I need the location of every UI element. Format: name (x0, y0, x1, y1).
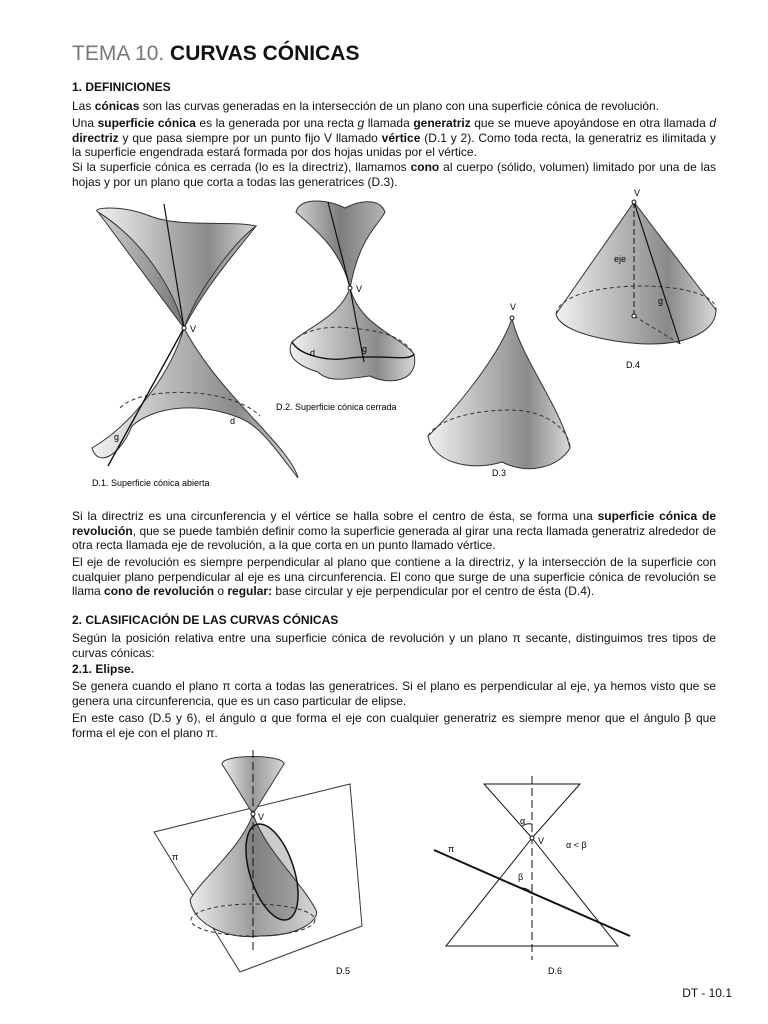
text-run: base circular y eje perpendicular por el centro de ésta (D.4). (272, 584, 595, 599)
page-number: DT - 10.1 (682, 986, 732, 1000)
d6-relation-label: α < β (566, 840, 587, 850)
text-run: directriz (72, 130, 119, 145)
text-run: son las curvas generadas en la intersección de un plano con una superficie cónica de revolución. (139, 99, 660, 113)
text-run: El eje de revolución es siempre perpendicular al plano que contiene a la directriz, y la intersección de la superficie con cualquier plano perpendicular al eje es una circunferencia. El cono que surge de una superficie cónica de revolución se llama (72, 555, 716, 599)
text-run: cono de revolución (104, 584, 215, 599)
d2-directrix-label: d (310, 348, 316, 358)
text-run: superficie cónica (97, 116, 196, 130)
text-run: (D.1 y 2). Como toda recta, la generatriz es ilimitada y la superficie engendrada estará formada por dos hojas unidas por el vértice. (72, 130, 716, 160)
text-run: vértice (381, 130, 421, 145)
d3-caption: D.3 (492, 468, 507, 478)
d1-directrix-label: d (230, 416, 236, 426)
d3-vertex-label: V (510, 302, 517, 312)
d1-generatrix-label: g (114, 432, 120, 442)
d1-vertex-label: V (190, 324, 197, 334)
paragraph-revolucion (72, 509, 716, 553)
section-heading-clasificacion: 2. CLASIFICACIÓN DE LAS CURVAS CÓNICAS (72, 613, 339, 627)
d1-caption: D.1. Superficie cónica abierta (92, 478, 210, 488)
d5-plane-label: π (172, 852, 179, 862)
text-run: d (709, 116, 716, 130)
text-run: o (214, 584, 228, 599)
paragraph-cono (72, 160, 716, 189)
text-run: regular: (227, 584, 273, 599)
figure-d5 (154, 750, 362, 972)
figures-d5-d6 (150, 750, 650, 980)
figure-d6 (434, 776, 630, 960)
d2-generatrix-label: g (362, 344, 368, 354)
d6-plane-label: π (448, 844, 455, 854)
d4-generatrix-label: g (658, 296, 664, 306)
text-run: al cuerpo (sólido, volumen) limitado por una de las hojas y por un plano que corta a todas las generatrices (D.3). (72, 160, 716, 189)
text-run: Si la superficie cónica es cerrada (lo es la directriz), llamamos (72, 160, 411, 174)
text-run: y que pasa siempre por un punto fijo V llamado (118, 130, 382, 145)
paragraph-elipse (72, 679, 716, 708)
title-prefix: TEMA 10. (72, 42, 165, 65)
text-run: Se genera cuando el plano π corta a todas las generatrices. Si el plano es perpendicular al eje, ya hemos visto que se genera una circunferencia, que es un caso particular de elipse. (72, 679, 716, 708)
figure-d2 (290, 201, 415, 381)
d4-caption: D.4 (626, 360, 641, 370)
paragraph-conicas (72, 99, 716, 114)
paragraph-superficie-conica (72, 116, 716, 160)
text-run: Una (72, 116, 98, 130)
d4-axis-label: eje (614, 254, 627, 264)
subsection-heading-elipse: 2.1. Elipse. (72, 662, 135, 676)
page-title (72, 42, 359, 66)
text-run: Según la posición relativa entre una superficie cónica de revolución y un plano π secante, distinguimos tres tipos de curvas cónicas: (72, 631, 716, 660)
figure-d3 (428, 302, 570, 469)
text-run: llamada (364, 116, 414, 130)
d5-caption: D.5 (336, 966, 351, 976)
text-run: Las (72, 99, 95, 113)
d5-vertex-label: V (258, 812, 265, 822)
d2-caption: D.2. Superficie cónica cerrada (276, 402, 397, 412)
text-run: Si la directriz es una circunferencia y el vértice se halla sobre el centro de ésta, se forma una (72, 509, 598, 523)
text-run: cónicas (94, 99, 140, 113)
paragraph-angulos (72, 711, 716, 740)
figure-d4 (556, 188, 716, 344)
text-run: cono (410, 160, 440, 174)
d6-vertex-label: V (538, 836, 545, 846)
text-run: generatriz (413, 116, 471, 130)
section-heading-definiciones: 1. DEFINICIONES (72, 80, 171, 94)
d6-alpha-label: α (520, 816, 526, 826)
paragraph-eje-revolucion (72, 555, 716, 599)
text-run: es la generada por una recta (195, 116, 358, 130)
d6-caption: D.6 (548, 966, 563, 976)
figure-d1 (92, 204, 298, 478)
text-run: En este caso (D.5 y 6), el ángulo α que forma el eje con cualquier generatriz es siempre menor que el ángulo β que forma el eje con el plano π. (72, 711, 716, 740)
d6-beta-label: β (518, 872, 524, 882)
text-run: , que se puede también definir como la superficie generada al girar una recta llamada generatriz alrededor de otra recta llamada eje de revolución, a la que corta en un punto llamado vértice. (72, 523, 716, 553)
title-main: CURVAS CÓNICAS (170, 42, 360, 65)
figures-d1-d4 (60, 186, 740, 496)
d2-vertex-label: V (356, 284, 363, 294)
text-run: g (357, 116, 365, 130)
text-run: superficie cónica de revolución (72, 509, 716, 538)
text-run: que se mueve apoyándose en otra llamada (470, 116, 710, 130)
paragraph-posicion-relativa (72, 631, 716, 660)
d4-vertex-label: V (634, 188, 641, 198)
